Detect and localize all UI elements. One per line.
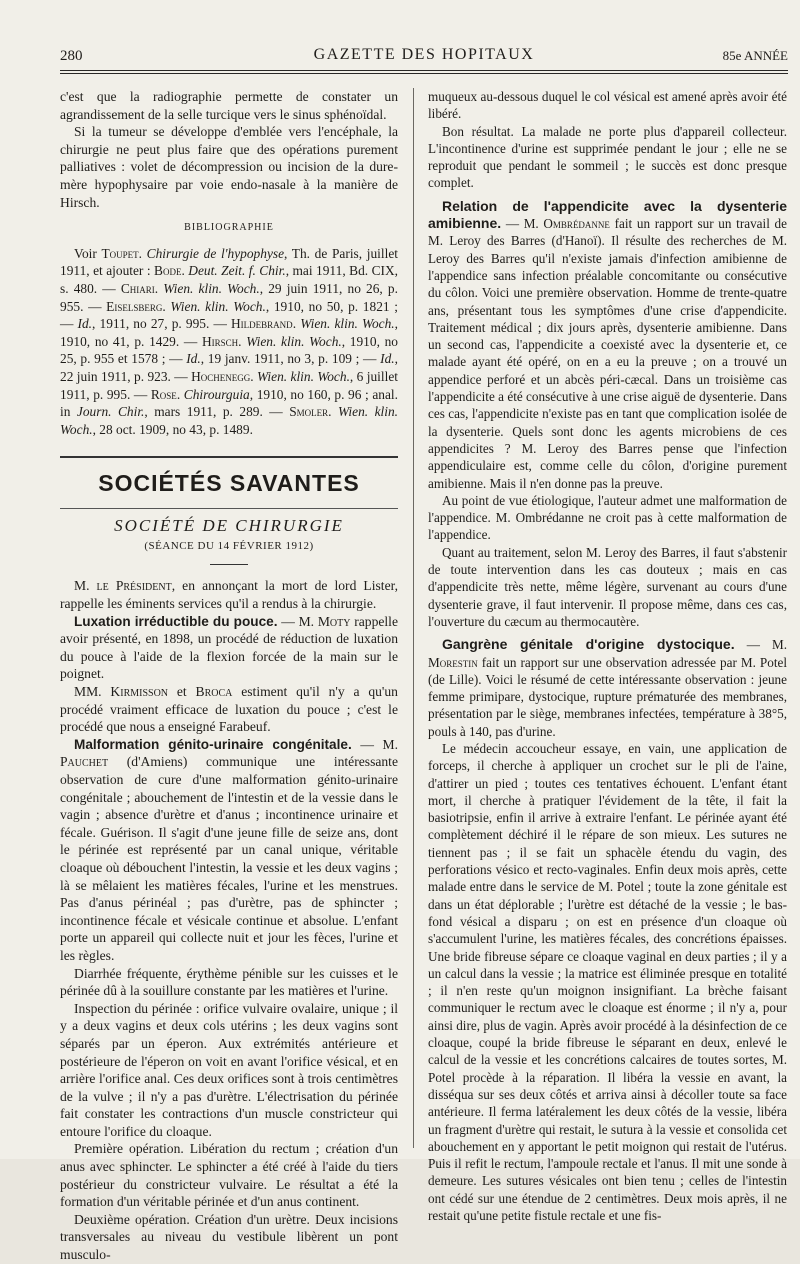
paragraph: Luxation irréductible du pouce. — M. Moty rappelle avoir présenté, en 1898, un procédé de réduction de luxation du pouce à l'aide de la flexion forcée de la main sur le poignet. [60, 613, 398, 682]
left-column [60, 88, 398, 1264]
paragraph: Première opération. Libération du rectum ; création d'un anus avec sphincter. Le sphincter a été créé à l'aide du tiers postérieur du constricteur vulvaire. Le résultat a été la formation d'un véritable périnée et d'un anus continent. [60, 1141, 398, 1210]
topic-heading: Relation de l'appendicite avec la dysenterie amibienne. [428, 197, 787, 232]
topic-heading: Gangrène génitale d'origine dystocique. [442, 636, 735, 653]
short-rule [210, 564, 248, 565]
paragraph: M. le Président, en annonçant la mort de lord Lister, rappelle les éminents services qu'il a rendus à la chirurgie. [60, 578, 398, 612]
paragraph: Bon résultat. La malade ne porte plus d'appareil collecteur. L'incontinence d'urine est supprimée pendant le jour ; elle ne se reproduit que pendant le sommeil ; le succès est donc presque complet. [428, 123, 787, 191]
paragraph: Inspection du périnée : orifice vulvaire ovalaire, unique ; il y a deux vagins et deux cols utérins ; les deux vagins sont séparés par un éperon. Aux extrémités antérieure et postérieure de l'éperon on voit en avant l'orifice vésical, et en arrière l'orifice anal. Ces deux orifices sont à trois centimètres de la vulve ; il n'y a pas d'urètre. L'électrisation du périnée fait constater les contractions d'un muscle constricteur qui entoure l'orifice du cloaque. [60, 1000, 398, 1139]
paragraph: Le médecin accoucheur essaye, en vain, une application de forceps, il cherche à appliquer un crochet sur le pli de l'aine, d'attirer un pied ; toutes ces tentatives échouent. L'enfant étant mort, il cherche à pratiquer l'évidement de la tête, il fait la basiotripsie, enfin il arrive à extraire l'enfant. Le périnée ayant été complètement déchiré il le répare de son mieux. Les sutures ne tiennent pas ; il se fait un sphacèle étendu du vagin, des perforations vésico et recto-vaginales. Enfin deux mois après, cette malade entre dans le service de M. Potel ; toute la zone génitale est dans un état déplorable ; l'urètre est détaché de la vessie ; le bas-fond vésical a disparu ; on est en présence d'un cloaque où s'accumulent l'urine, les matières fécales, des concrétions épaisses. Une bride fibreuse sépare ce cloaque vaginal en deux parties ; il y a un calcul dans la vessie ; la matrice est éliminée presque en totalité ; il n'en reste qu'un moignon insignifiant. La brèche faisant communiquer le rectum avec le cloaque est énorme ; il n'y a, pour ainsi dire, plus de vagin. Après avoir procédé à la désinfection de ce cloaque, coupé la bride fibreuse le séparant en deux, enlevé le calcul de la vessie et les concrétions calcaires de toutes sortes, M. Potel procède à la réparation. Il libéra la vessie en avant, la disséqua sur ses deux côtés et arriva ainsi à décoller toute sa face antérieure. Il ferma latéralement les deux côtés de la vessie, libéra un fragment d'urètre qui restait, le sutura à la vessie et consolida cet abouchement en y apportant le petit moignon qui restait de l'utérus. Puis il refit le rectum, l'ampoule rectale et l'anus. Il mit une sonde à demeure. Les sutures vésicales ont bien tenu ; celles de l'intestin ont cédé sur une étendue de 2 centimètres. Deux mois après, il ne restait qu'une petite fistule rectale et une fis- [428, 740, 787, 1223]
paragraph: Deuxième opération. Création d'un urètre. Deux incisions transversales au niveau du vestibule libèrent un pont musculo- [60, 1211, 398, 1263]
paragraph: Diarrhée fréquente, érythème pénible sur les cuisses et le périnée dû à la souillure constante par les matières et l'urine. [60, 965, 398, 999]
paragraph: c'est que la radiographie permette de constater un agrandissement de la selle turcique vers le sinus sphénoïdal. [60, 89, 398, 122]
paragraph: MM. Kirmisson et Broca estiment qu'il n'y a qu'un procédé vraiment efficace de luxation du pouce ; c'est le procédé que nous a enseigné Farabeuf. [60, 684, 398, 735]
session-date: (SÉANCE DU 14 FÉVRIER 1912) [144, 539, 314, 552]
header-rule-top [60, 70, 788, 71]
paragraph: Gangrène génitale d'origine dystocique. — M. Morestin fait un rapport sur une observation adressée par M. Potel (de Lille). Voici le résumé de cette intéressante observation : jeune femme primipare, dystocique, rupture prématurée des membranes, présentation par le siège, membranes infectées, température à 38°5, pouls à 140, pas d'urine. [428, 636, 787, 739]
paragraph: Malformation génito-urinaire congénitale. — M. Pauchet (d'Amiens) communique une intéressante observation de cure d'une malformation génito-urinaire congénitale ; abouchement de l'intestin et de la vessie dans le vagin ; absence d'urètre et d'anus ; incontinence urinaire et fécale. Guérison. Il s'agit d'une jeune fille de seize ans, dont le périnée est représenté par un canal unique, véritable cloaque où débouchent l'intestin, la vessie et les deux vagins ; là se mêlaient les matières fécales, l'urine et les menstrues. Pas d'anus périnéal ; pas d'urètre, pas de sphincter ; incontinence fécale et vésicale continue et absolue. L'enfant porte un appareil qui collecte nuit et jour les fèces, l'urine et les règles. [60, 736, 398, 963]
subsection-title: SOCIÉTÉ DE CHIRURGIE [60, 508, 398, 535]
column-divider [413, 88, 414, 1148]
paragraph: Relation de l'appendicite avec la dysenterie amibienne. — M. Ombrédanne fait un rapport sur un travail de M. Leroy des Barres (d'Hanoï). Il résulte des recherches de M. Leroy des Barres qu'il n'existe jamais d'infection amibienne de l'appendice sans infection préalable concomitante ou consécutive du côlon. Voici une première observation. Homme de trente-quatre ans, présentant tous les symptômes d'une crise d'appendicite. Traitement médical ; dix jours après, dysenterie amibienne. Dans un second cas, l'appendicite a coexisté avec la dysenterie et, ce malade ayant été opéré, on en a eu la preuve ; on a trouvé un appendice perforé et un abcès péri-cæcal. Dans un troisième cas l'appendicite a été consécutive à une crise aiguë de dysenterie. Dans ces cas, l'appendicite n'existe pas en tant que complication isolée de la dysenterie. Quels sont donc les agents microbiens de ces appendicites ? M. Leroy des Barres pense que l'infection appendiculaire est, comme celle du côlon, d'origine purement amibienne. Mais il n'en donne pas la preuve. [428, 197, 787, 491]
topic-heading: Malformation génito-urinaire congénitale. [74, 736, 352, 752]
paragraph: muqueux au-dessous duquel le col vésical est amené après avoir été libéré. [428, 89, 787, 122]
bibliography-heading: BIBLIOGRAPHIE [184, 222, 274, 234]
page-header [60, 44, 788, 66]
right-column [428, 88, 787, 1224]
page-number: 280 [60, 48, 83, 64]
paragraph: Au point de vue étiologique, l'auteur admet une malformation de l'appendice. M. Ombrédanne ne croit pas à cette malformation de l'appendice. [428, 492, 787, 543]
paragraph: Si la tumeur se développe d'emblée vers l'encéphale, la chirurgie ne peut plus faire que des opérations purement palliatives : volet de décompression ou incision de la dure-mère hypophysaire par voie endo-nasale à la manière de Hirsch. [60, 124, 398, 210]
paragraph: Quant au traitement, selon M. Leroy des Barres, il faut s'abstenir de toute intervention dans les cas douteux ; mais en cas d'appendicite très nette, même légère, survenant au cours d'une dysenterie grave, il faut intervenir. Il propose même, dans ces cas, l'ouverture du cæcum au thermocautère. [428, 544, 787, 629]
section-title: SOCIÉTÉS SAVANTES [60, 456, 398, 496]
year-label: 85e ANNÉE [722, 48, 788, 63]
journal-title: GAZETTE DES HOPITAUX [313, 46, 535, 63]
topic-heading: Luxation irréductible du pouce. [74, 613, 278, 629]
header-rule-bottom [60, 73, 788, 74]
bibliography-text: Voir Toupet. Chirurgie de l'hypophyse, Th. de Paris, juillet 1911, et ajouter : Bode. Deut. Zeit. f. Chir., mai 1911, Bd. CIX, s. 480. — Chiari. Wien. klin. Woch., 29 juin 1911, no 26, p. 955. — Eiselsberg. Wien. klin. Woch., 1910, no 50, p. 1821 ; — Id., 1911, no 27, p. 995. — Hildebrand. Wien. klin. Woch., 1910, no 41, p. 1429. — Hirsch. Wien. klin. Woch., 1910, no 25, p. 955 et 1578 ; — Id., 19 janv. 1911, no 3, p. 109 ; — Id., 22 juin 1911, p. 923. — Hochenegg. Wien. klin. Woch., 6 juillet 1911, p. 995. — Rose. Chirourguia, 1910, no 160, p. 96 ; anal. in Journ. Chir., mars 1911, p. 289. — Smoler. Wien. klin. Woch., 28 oct. 1909, no 43, p. 1489. [60, 245, 399, 437]
